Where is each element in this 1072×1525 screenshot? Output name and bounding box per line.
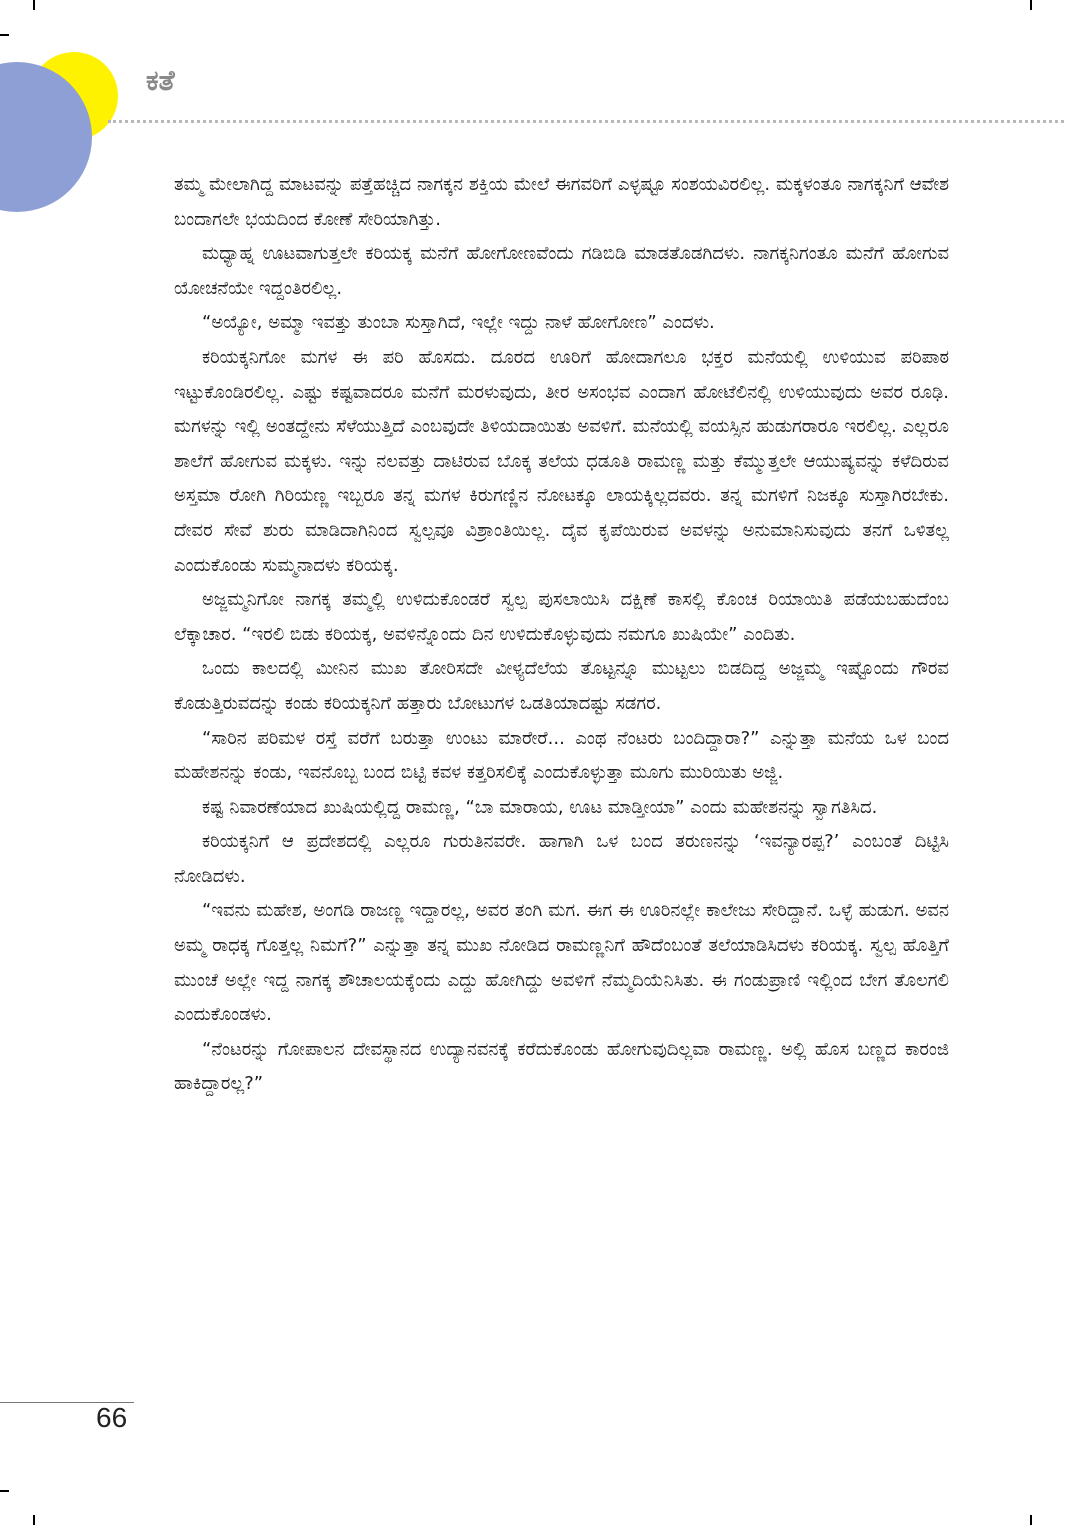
paragraph: ಒಂದು ಕಾಲದಲ್ಲಿ ಮೀನಿನ ಮುಖ ತೋರಿಸದೇ ವೀಳ್ಯದೆಲೆಯ ತೊಟ್ಟನ್ನೂ ಮುಟ್ಟಲು ಬಿಡದಿದ್ದ ಅಜ್ಜಮ್ಮ ಇಷ್ಟೊಂದು ಗೌರವ ಕೊಡುತ್ತಿರುವದನ್ನು ಕಂಡು ಕರಿಯಕ್ಕನಿಗೆ ಹತ್ತಾರು ಬೋಟುಗಳ ಒಡತಿಯಾದಷ್ಟು ಸಡಗರ. <box>174 658 949 714</box>
crop-mark-top-left-side <box>0 34 9 36</box>
header-dotted-rule <box>108 120 1064 123</box>
paragraph: ತಮ್ಮ ಮೇಲಾಗಿದ್ದ ಮಾಟವನ್ನು ಪತ್ತೆಹಚ್ಚಿದ ನಾಗಕ್ಕನ ಶಕ್ತಿಯ ಮೇಲೆ ಈಗವರಿಗೆ ಎಳ್ಳಷ್ಟೂ ಸಂಶಯವಿರಲಿಲ್ಲ. ಮಕ್ಕಳಂತೂ ನಾಗಕ್ಕನಿಗೆ ಆವೇಶ ಬಂದಾಗಲೇ ಭಯದಿಂದ ಕೋಣೆ ಸೇರಿಯಾಗಿತ್ತು. <box>174 174 949 230</box>
crop-mark-bottom-left-side <box>0 1490 9 1492</box>
paragraph: “ಇವನು ಮಹೇಶ, ಅಂಗಡಿ ರಾಜಣ್ಣ ಇದ್ದಾರಲ್ಲ, ಅವರ ತಂಗಿ ಮಗ. ಈಗ ಈ ಊರಿನಲ್ಲೇ ಕಾಲೇಜು ಸೇರಿದ್ದಾನೆ. ಒಳ್ಳೆ ಹುಡುಗ. ಅವನ ಅಮ್ಮ ರಾಧಕ್ಕ ಗೊತ್ತಲ್ಲ ನಿಮಗೆ?” ಎನ್ನುತ್ತಾ ತನ್ನ ಮುಖ ನೋಡಿದ ರಾಮಣ್ಣನಿಗೆ ಹೌದೆಂಬಂತೆ ತಲೆಯಾಡಿಸಿದಳು ಕರಿಯಕ್ಕ. ಸ್ವಲ್ಪ ಹೊತ್ತಿಗೆ ಮುಂಚೆ ಅಲ್ಲೇ ಇದ್ದ ನಾಗಕ್ಕ ಶೌಚಾಲಯಕ್ಕೆಂದು ಎದ್ದು ಹೋಗಿದ್ದು ಅವಳಿಗೆ ನೆಮ್ಮದಿಯೆನಿಸಿತು. ಈ ಗಂಡುಪ್ರಾಣಿ ಇಲ್ಲಿಂದ ಬೇಗ ತೊಲಗಲಿ ಎಂದುಕೊಂಡಳು. <box>174 900 949 1026</box>
crop-mark-top-left <box>33 0 35 10</box>
paragraph: “ನೆಂಟರನ್ನು ಗೋಪಾಲನ ದೇವಸ್ಥಾನದ ಉದ್ಯಾನವನಕ್ಕೆ ಕರೆದುಕೊಂಡು ಹೋಗುವುದಿಲ್ಲವಾ ರಾಮಣ್ಣ. ಅಲ್ಲಿ ಹೊಸ ಬಣ್ಣದ ಕಾರಂಜಿ ಹಾಕಿದ್ದಾರಲ್ಲ?” <box>174 1038 949 1095</box>
paragraph: ಕಷ್ಟ ನಿವಾರಣೆಯಾದ ಖುಷಿಯಲ್ಲಿದ್ದ ರಾಮಣ್ಣ, “ಬಾ ಮಾರಾಯ, ಊಟ ಮಾಡ್ತೀಯಾ” ಎಂದು ಮಹೇಶನನ್ನು ಸ್ವಾಗತಿಸಿದ. <box>202 796 878 818</box>
story-body <box>174 168 949 1102</box>
paragraph: “ಅಯ್ಯೋ, ಅಮ್ಮಾ ಇವತ್ತು ತುಂಬಾ ಸುಸ್ತಾಗಿದೆ, ಇಲ್ಲೇ ಇದ್ದು ನಾಳೆ ಹೋಗೋಣ” ಎಂದಳು. <box>202 312 715 334</box>
section-title: ಕತೆ <box>146 64 175 97</box>
paragraph: ಕರಿಯಕ್ಕನಿಗೆ ಆ ಪ್ರದೇಶದಲ್ಲಿ ಎಲ್ಲರೂ ಗುರುತಿನವರೇ. ಹಾಗಾಗಿ ಒಳ ಬಂದ ತರುಣನನ್ನು ‘ಇವನ್ಯಾರಪ್ಪ?’ ಎಂಬಂತೆ ದಿಟ್ಟಿಸಿ ನೋಡಿದಳು. <box>174 831 949 887</box>
paragraph: ಅಜ್ಜಮ್ಮನಿಗೋ ನಾಗಕ್ಕ ತಮ್ಮಲ್ಲಿ ಉಳಿದುಕೊಂಡರೆ ಸ್ವಲ್ಪ ಪುಸಲಾಯಿಸಿ ದಕ್ಷಿಣೆ ಕಾಸಲ್ಲಿ ಕೊಂಚ ರಿಯಾಯಿತಿ ಪಡೆಯಬಹುದೆಂಬ ಲೆಕ್ಕಾಚಾರ. “ಇರಲಿ ಬಿಡು ಕರಿಯಕ್ಕ, ಅವಳಿನ್ನೊಂದು ದಿನ ಉಳಿದುಕೊಳ್ಳುವುದು ನಮಗೂ ಖುಷಿಯೇ” ಎಂದಿತು. <box>174 589 949 645</box>
page-number: 66 <box>96 1402 128 1433</box>
paragraph: ಮಧ್ಯಾಹ್ನ ಊಟವಾಗುತ್ತಲೇ ಕರಿಯಕ್ಕ ಮನೆಗೆ ಹೋಗೋಣವೆಂದು ಗಡಿಬಿಡಿ ಮಾಡತೊಡಗಿದಳು. ನಾಗಕ್ಕನಿಗಂತೂ ಮನೆಗೆ ಹೋಗುವ ಯೋಚನೆಯೇ ಇದ್ದಂತಿರಲಿಲ್ಲ. <box>174 243 949 299</box>
crop-mark-bottom-right <box>1030 1515 1032 1525</box>
paragraph: “ಸಾರಿನ ಪರಿಮಳ ರಸ್ತೆ ವರೆಗೆ ಬರುತ್ತಾ ಉಂಟು ಮಾರೇರೆ... ಎಂಥ ನೆಂಟರು ಬಂದಿದ್ದಾರಾ?” ಎನ್ನುತ್ತಾ ಮನೆಯ ಒಳ ಬಂದ ಮಹೇಶನನ್ನು ಕಂಡು, ಇವನೊಬ್ಬ ಬಂದ ಬಿಟ್ಟಿ ಕವಳ ಕತ್ತರಿಸಲಿಕ್ಕೆ ಎಂದುಕೊಳ್ಳುತ್ತಾ ಮೂಗು ಮುರಿಯಿತು ಅಜ್ಜಿ. <box>174 727 949 784</box>
crop-mark-top-right <box>1030 0 1032 10</box>
paragraph: ಕರಿಯಕ್ಕನಿಗೋ ಮಗಳ ಈ ಪರಿ ಹೊಸದು. ದೂರದ ಊರಿಗೆ ಹೋದಾಗಲೂ ಭಕ್ತರ ಮನೆಯಲ್ಲಿ ಉಳಿಯುವ ಪರಿಪಾಠ ಇಟ್ಟುಕೊಂಡಿರಲಿಲ್ಲ. ಎಷ್ಟು ಕಷ್ಟವಾದರೂ ಮನೆಗೆ ಮರಳುವುದು, ತೀರ ಅಸಂಭವ ಎಂದಾಗ ಹೋಟೆಲಿನಲ್ಲಿ ಉಳಿಯುವುದು ಅವರ ರೂಢಿ. ಮಗಳನ್ನು ಇಲ್ಲಿ ಅಂತದ್ದೇನು ಸೆಳೆಯುತ್ತಿದೆ ಎಂಬವುದೇ ತಿಳಿಯದಾಯಿತು ಅವಳಿಗೆ. ಮನೆಯಲ್ಲಿ ವಯಸ್ಸಿನ ಹುಡುಗರಾರೂ ಇರಲಿಲ್ಲ. ಎಲ್ಲರೂ ಶಾಲೆಗೆ ಹೋಗುವ ಮಕ್ಕಳು. ಇನ್ನು ನಲವತ್ತು ದಾಟಿರುವ ಬೊಕ್ಕ ತಲೆಯ ಧಡೂತಿ ರಾಮಣ್ಣ ಮತ್ತು ಕೆಮ್ಮುತ್ತಲೇ ಆಯುಷ್ಯವನ್ನು ಕಳೆದಿರುವ ಅಸ್ತಮಾ ರೋಗಿ ಗಿರಿಯಣ್ಣ ಇಬ್ಬರೂ ತನ್ನ ಮಗಳ ಕಿರುಗಣ್ಣಿನ ನೋಟಕ್ಕೂ ಲಾಯಕ್ಕಿಲ್ಲದವರು. ತನ್ನ ಮಗಳಿಗೆ ನಿಜಕ್ಕೂ ಸುಸ್ತಾಗಿರಬೇಕು. ದೇವರ ಸೇವೆ ಶುರು ಮಾಡಿದಾಗಿನಿಂದ ಸ್ವಲ್ಪವೂ ವಿಶ್ರಾಂತಿಯಿಲ್ಲ. ದೈವ ಕೃಪೆಯಿರುವ ಅವಳನ್ನು ಅನುಮಾನಿಸುವುದು ತನಗೆ ಒಳಿತಲ್ಲ ಎಂದುಕೊಂಡು ಸುಮ್ಮನಾದಳು ಕರಿಯಕ್ಕ. <box>174 346 949 576</box>
crop-mark-bottom-left <box>33 1515 35 1525</box>
